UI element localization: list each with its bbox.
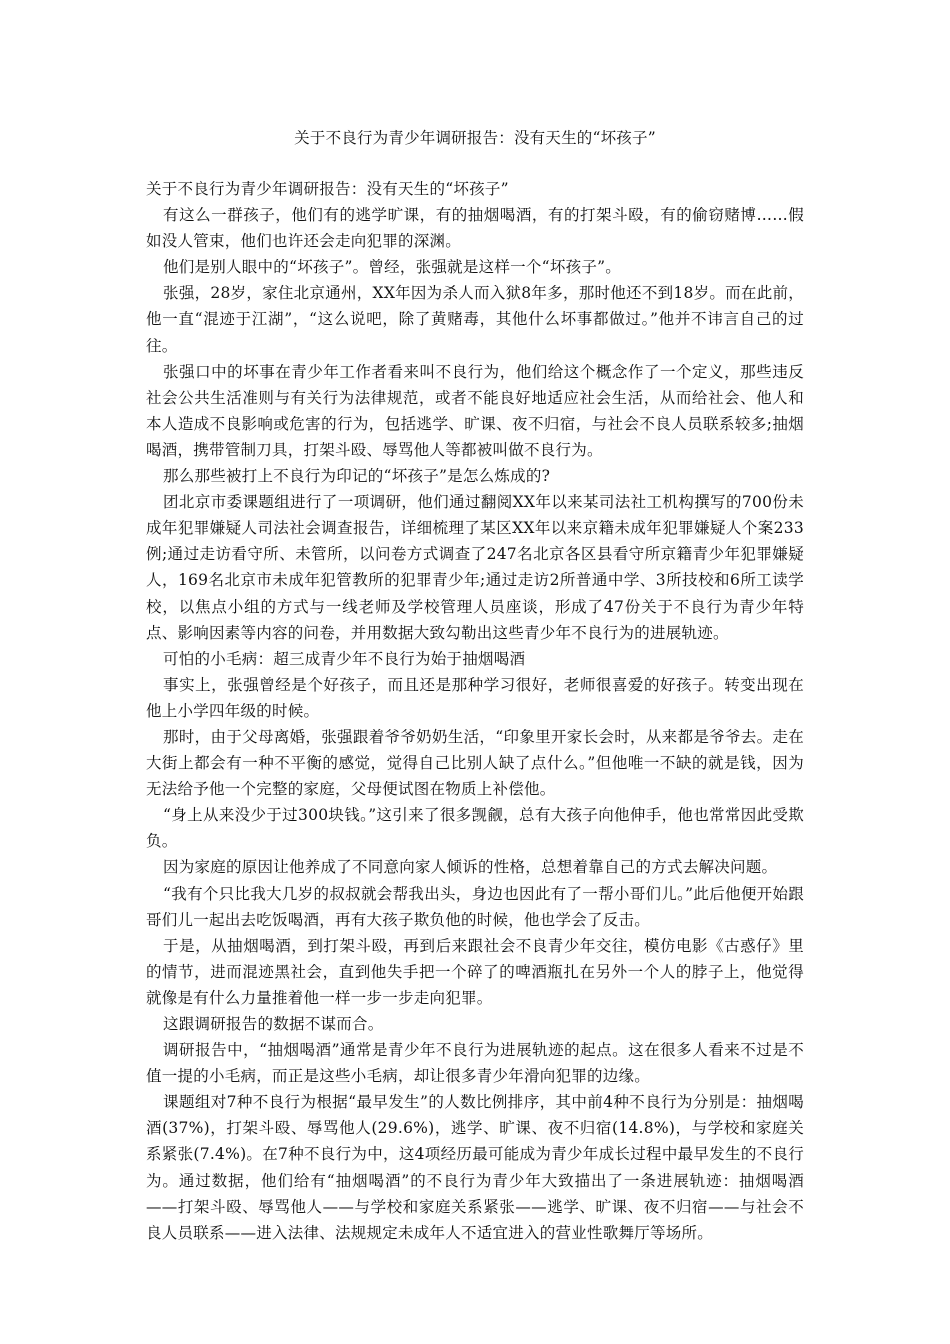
paragraph: 他们是别人眼中的“坏孩子”。曾经，张强就是这样一个“坏孩子”。 [163, 258, 621, 277]
paragraph: 事实上，张强曾经是个好孩子，而且还是那种学习很好，老师很喜爱的好孩子。转变出现在他上小学四年级的时候。 [146, 675, 804, 720]
paragraph: 有这么一群孩子，他们有的逃学旷课，有的抽烟喝酒，有的打架斗殴，有的偷窃赌博……假如没人管束，他们也许还会走向犯罪的深渊。 [146, 206, 804, 251]
paragraph: “我有个只比我大几岁的叔叔就会帮我出头，身边也因此有了一帮小哥们儿。”此后他便开始跟哥们儿一起出去吃饭喝酒，再有大孩子欺负他的时候，他也学会了反击。 [146, 884, 804, 929]
paragraph: 因为家庭的原因让他养成了不同意向家人倾诉的性格，总想着靠自己的方式去解决问题。 [163, 858, 778, 877]
section-heading: 可怕的小毛病：超三成青少年不良行为始于抽烟喝酒 [163, 649, 526, 668]
paragraph: 张强，28岁，家住北京通州，XX年因为杀人而入狱8年多，那时他还不到18岁。而在此前，他一直“混迹于江湖”，“这么说吧，除了黄赌毒，其他什么坏事都做过。”他并不讳言自己的过往。 [146, 284, 804, 355]
paragraph: 那时，由于父母离婚，张强跟着爷爷奶奶生活，“印象里开家长会时，从来都是爷爷去。走在大街上都会有一种不平衡的感觉，觉得自己比别人缺了点什么。”但他唯一不缺的就是钱，因为无法给予他一个完整的家庭，父母便试图在物质上补偿他。 [146, 727, 804, 799]
paragraph: 于是，从抽烟喝酒，到打架斗殴，再到后来跟社会不良青少年交往，模仿电影《古惑仔》里的情节，进而混迹黑社会，直到他失手把一个碎了的啤酒瓶扎在另外一个人的脖子上，他觉得就像是有什么力量推着他一样一步一步走向犯罪。 [146, 936, 804, 1007]
paragraph: 这跟调研报告的数据不谋而合。 [163, 1015, 384, 1033]
document-title: 关于不良行为青少年调研报告：没有天生的“坏孩子” [294, 129, 656, 147]
paragraph: 团北京市委课题组进行了一项调研，他们通过翻阅XX年以来某司法社工机构撰写的700份未成年犯罪嫌疑人司法社会调查报告，详细梳理了某区XX年以来京籍未成年犯罪嫌疑人个案233例;通过走访看守所、未管所，以问卷方式调查了247名北京各区县看守所京籍青少年犯罪嫌疑人，169名北京市未成年犯管教所的犯罪青少年;通过走访2所普通中学、3所技校和6所工读学校，以焦点小组的方式与一线老师及学校管理人员座谈，形成了47份关于不良行为青少年特点、影响因素等内容的问卷，并用数据大致勾勒出这些青少年不良行为的进展轨迹。 [146, 493, 804, 642]
paragraph: 那么那些被打上不良行为印记的“坏孩子”是怎么炼成的? [163, 467, 551, 486]
paragraph: 课题组对7种不良行为根据“最早发生”的人数比例排序，其中前4种不良行为分别是：抽烟喝酒(37%)，打架斗殴、辱骂他人(29.6%)，逃学、旷课、夜不归宿(14.8%)，与学校和家庭关系紧张(7.4%)。在7种不良行为中，这4项经历最可能成为青少年成长过程中最早发生的不良行为。通过数据，他们给有“抽烟喝酒”的不良行为青少年大致描出了一条进展轨迹：抽烟喝酒——打架斗殴、辱骂他人——与学校和家庭关系紧张——逃学、旷课、夜不归宿——与社会不良人员联系——进入法律、法规规定未成年人不适宜进入的营业性歌舞厅等场所。 [146, 1093, 804, 1242]
paragraph-subtitle: 关于不良行为青少年调研报告：没有天生的“坏孩子” [146, 180, 509, 198]
paragraph: 调研报告中，“抽烟喝酒”通常是青少年不良行为进展轨迹的起点。这在很多人看来不过是不值一提的小毛病，而正是这些小毛病，却让很多青少年滑向犯罪的边缘。 [146, 1041, 804, 1086]
paragraph: 张强口中的坏事在青少年工作者看来叫不良行为，他们给这个概念作了一个定义，那些违反社会公共生活准则与有关行为法律规范，或者不能良好地适应社会生活，从而给社会、他人和本人造成不良影响或危害的行为，包括逃学、旷课、夜不归宿，与社会不良人员联系较多;抽烟喝酒，携带管制刀具，打架斗殴、辱骂他人等都被叫做不良行为。 [146, 362, 804, 459]
document-body [146, 176, 804, 1246]
paragraph: “身上从来没少于过300块钱。”这引来了很多觊觎，总有大孩子向他伸手，他也常常因此受欺负。 [146, 806, 804, 851]
